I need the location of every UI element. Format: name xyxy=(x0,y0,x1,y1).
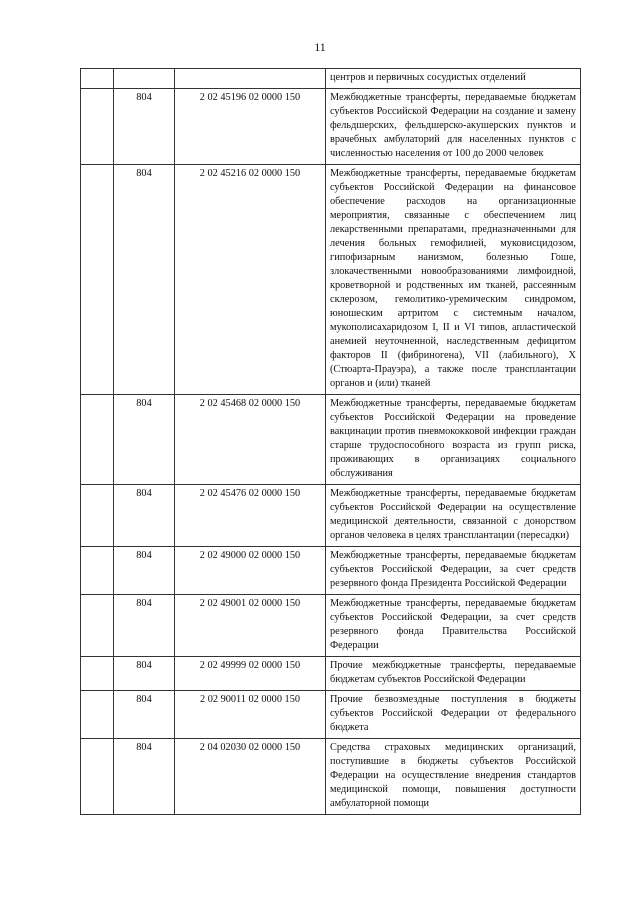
table-row xyxy=(81,395,581,485)
budget-code-cell: 2 02 90011 02 0000 150 xyxy=(175,691,326,739)
empty-cell xyxy=(81,89,114,165)
admin-code-cell: 804 xyxy=(114,395,175,485)
empty-cell xyxy=(81,691,114,739)
admin-code-cell: 804 xyxy=(114,595,175,657)
table-row xyxy=(81,89,581,165)
empty-cell xyxy=(81,485,114,547)
table-row xyxy=(81,739,581,815)
budget-code-cell: 2 02 45468 02 0000 150 xyxy=(175,395,326,485)
description-cell: Прочие межбюджетные трансферты, передаваемые бюджетам субъектов Российской Федерации xyxy=(326,657,581,691)
description-cell: Межбюджетные трансферты, передаваемые бюджетам субъектов Российской Федерации на проведение вакцинации против пневмококковой инфекции граждан старше трудоспособного возраста из групп риска, проживающих в организациях социального обслуживания xyxy=(326,395,581,485)
admin-code-cell: 804 xyxy=(114,165,175,395)
description-cell: Межбюджетные трансферты, передаваемые бюджетам субъектов Российской Федерации на финансовое обеспечение расходов на организационные мероприятия, связанные с обеспечением лиц лекарственными препаратами, предназначенными для лечения больных гемофилией, муковисцидозом, гипофизарным нанизмом, болезнью Гоше, злокачественными новообразованиями лимфоидной, кроветворной и родственных им тканей, рассеянным склерозом, гемолитико-уремическим синдромом, юношеским артритом с системным началом, мукополисахаридозом I, II и VI типов, апластической анемией неуточненной, наследственным дефицитом факторов II (фибриногена), VII (лабильного), X (Стюарта-Прауэра), а также после трансплантации органов и (или) тканей xyxy=(326,165,581,395)
table-row xyxy=(81,547,581,595)
page-number: 11 xyxy=(314,40,326,54)
description-cell: Межбюджетные трансферты, передаваемые бюджетам субъектов Российской Федерации, за счет средств резервного фонда Правительства Российской Федерации xyxy=(326,595,581,657)
admin-code-cell: 804 xyxy=(114,485,175,547)
empty-cell xyxy=(81,739,114,815)
table-row xyxy=(81,691,581,739)
description-cell: Межбюджетные трансферты, передаваемые бюджетам субъектов Российской Федерации на осуществление медицинской деятельности, связанной с донорством органов человека в целях трансплантации (пересадки) xyxy=(326,485,581,547)
admin-code-cell xyxy=(114,69,175,89)
budget-code-cell xyxy=(175,69,326,89)
admin-code-cell: 804 xyxy=(114,657,175,691)
admin-code-cell: 804 xyxy=(114,739,175,815)
budget-code-cell: 2 02 49001 02 0000 150 xyxy=(175,595,326,657)
table-row xyxy=(81,595,581,657)
empty-cell xyxy=(81,547,114,595)
description-cell: Межбюджетные трансферты, передаваемые бюджетам субъектов Российской Федерации на создание и замену фельдшерских, фельдшерско-акушерских пунктов и врачебных амбулаторий для населенных пунктов с численностью населения от 100 до 2000 человек xyxy=(326,89,581,165)
admin-code-cell: 804 xyxy=(114,547,175,595)
table-row xyxy=(81,485,581,547)
empty-cell xyxy=(81,395,114,485)
table-row xyxy=(81,657,581,691)
description-cell: Межбюджетные трансферты, передаваемые бюджетам субъектов Российской Федерации, за счет средств резервного фонда Президента Российской Федерации xyxy=(326,547,581,595)
budget-revenue-table xyxy=(80,68,581,815)
table-row xyxy=(81,69,581,89)
description-cell: Прочие безвозмездные поступления в бюджеты субъектов Российской Федерации от федерального бюджета xyxy=(326,691,581,739)
table-row xyxy=(81,165,581,395)
empty-cell xyxy=(81,595,114,657)
description-cell: центров и первичных сосудистых отделений xyxy=(326,69,581,89)
budget-code-cell: 2 02 45216 02 0000 150 xyxy=(175,165,326,395)
budget-code-cell: 2 02 49999 02 0000 150 xyxy=(175,657,326,691)
empty-cell xyxy=(81,165,114,395)
budget-code-cell: 2 04 02030 02 0000 150 xyxy=(175,739,326,815)
budget-code-cell: 2 02 45196 02 0000 150 xyxy=(175,89,326,165)
budget-code-cell: 2 02 45476 02 0000 150 xyxy=(175,485,326,547)
admin-code-cell: 804 xyxy=(114,691,175,739)
empty-cell xyxy=(81,69,114,89)
description-cell: Средства страховых медицинских организаций, поступившие в бюджеты субъектов Российской Федерации на осуществление внедрения стандартов медицинской помощи, повышения доступности амбулаторной помощи xyxy=(326,739,581,815)
budget-code-cell: 2 02 49000 02 0000 150 xyxy=(175,547,326,595)
admin-code-cell: 804 xyxy=(114,89,175,165)
empty-cell xyxy=(81,657,114,691)
